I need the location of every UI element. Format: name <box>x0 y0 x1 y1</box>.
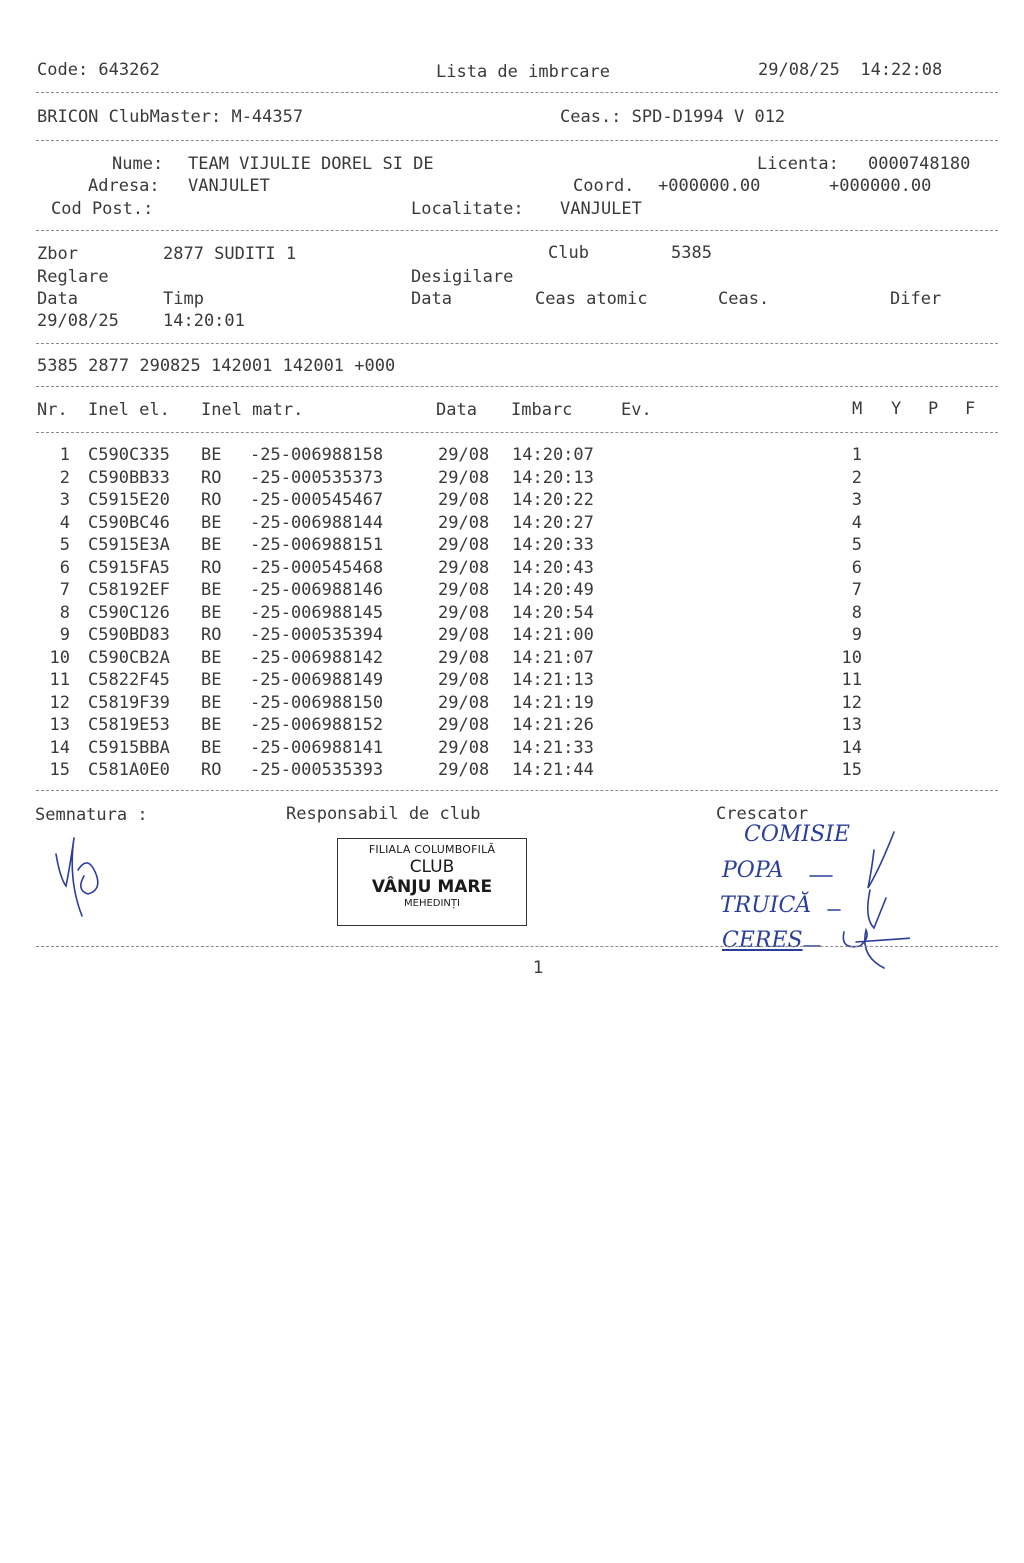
cell-m: 6 <box>851 557 862 578</box>
cell-inel-matr: -25-000545467 <box>250 490 384 510</box>
cell-inel-matr: -25-006988158 <box>250 445 384 465</box>
cell-m: 14 <box>841 737 862 758</box>
cell-nr: 8 <box>59 602 70 623</box>
licence-label: Licenta: <box>757 154 839 174</box>
cell-m: 9 <box>851 625 862 645</box>
club-value: 5385 <box>671 243 712 263</box>
cell-date: 29/08 <box>438 602 490 623</box>
cell-country: BE <box>201 535 222 555</box>
cell-country: BE <box>201 580 222 600</box>
cell-inel-matr: -25-006988141 <box>250 737 384 758</box>
divider <box>36 946 998 947</box>
cell-inel-matr: -25-006988150 <box>250 692 384 713</box>
name-label: Nume: <box>112 154 164 174</box>
address-value: VANJULET <box>188 176 270 196</box>
cell-time: 14:20:07 <box>512 445 594 465</box>
cell-m: 4 <box>851 512 862 533</box>
stamp-line-4: MEHEDINȚI <box>404 898 460 909</box>
locality-label: Localitate: <box>411 199 524 219</box>
cell-time: 14:20:54 <box>512 602 594 623</box>
document-title: Lista de imbrcare <box>436 62 610 82</box>
cell-nr: 7 <box>59 580 70 600</box>
handwriting-comisie: COMISIE <box>744 822 850 847</box>
divider <box>36 92 998 93</box>
cell-inel-el: C5822F45 <box>88 670 170 690</box>
handwriting-truica: TRUICĂ <box>720 893 812 918</box>
cell-inel-matr: -25-006988151 <box>250 535 384 555</box>
licence-value: 0000748180 <box>868 154 971 174</box>
cell-nr: 12 <box>49 692 70 713</box>
zbor-value: 2877 SUDITI 1 <box>163 244 297 264</box>
col-header-data: Data <box>436 400 477 420</box>
postcode-label: Cod Post.: <box>51 199 154 219</box>
name-value: TEAM VIJULIE DOREL SI DE <box>188 154 434 174</box>
cell-inel-el: C590BB33 <box>88 467 170 488</box>
handwritten-initials <box>800 828 910 970</box>
col-header-imbarc: Imbarc <box>511 400 573 420</box>
cell-time: 14:20:49 <box>512 580 594 600</box>
cell-inel-el: C590BC46 <box>88 512 170 533</box>
coord-label: Coord. <box>573 176 635 196</box>
col-header-inel-matr: Inel matr. <box>201 400 304 420</box>
cell-date: 29/08 <box>438 580 490 600</box>
cell-inel-matr: -25-000535393 <box>250 760 384 780</box>
cell-time: 14:21:19 <box>512 692 594 713</box>
cell-inel-el: C5915E20 <box>88 490 170 510</box>
club-stamp <box>337 838 527 926</box>
cell-date: 29/08 <box>438 760 490 780</box>
cell-country: RO <box>201 625 222 645</box>
breeder-label: Crescator <box>716 804 809 824</box>
cell-m: 13 <box>841 715 862 735</box>
col-header-m: M <box>852 399 863 419</box>
cell-time: 14:20:33 <box>512 535 594 555</box>
divider <box>36 790 998 791</box>
cell-date: 29/08 <box>438 467 490 488</box>
cell-date: 29/08 <box>438 737 490 758</box>
cell-m: 3 <box>851 490 862 510</box>
cell-m: 7 <box>851 580 862 600</box>
cell-time: 14:20:13 <box>512 467 594 488</box>
cell-time: 14:20:27 <box>512 512 594 533</box>
col-header-ev: Ev. <box>621 400 652 420</box>
cell-m: 5 <box>851 535 862 555</box>
desigilare-label: Desigilare <box>411 267 514 287</box>
document-datetime: 29/08/25 14:22:08 <box>758 60 943 80</box>
cell-nr: 6 <box>59 557 70 578</box>
reglare-timp-label: Timp <box>163 289 204 309</box>
cell-inel-el: C58192EF <box>88 580 170 600</box>
cell-inel-matr: -25-006988152 <box>250 715 384 735</box>
cell-inel-el: C590C335 <box>88 445 170 465</box>
cell-time: 14:21:33 <box>512 737 594 758</box>
cell-country: BE <box>201 512 222 533</box>
cell-country: BE <box>201 715 222 735</box>
cell-nr: 4 <box>59 512 70 533</box>
cell-m: 10 <box>841 647 862 668</box>
cell-country: BE <box>201 737 222 758</box>
col-header-nr: Nr. <box>37 400 68 420</box>
cell-inel-el: C5819E53 <box>88 715 170 735</box>
cell-inel-el: C5819F39 <box>88 692 170 713</box>
col-header-inel-el: Inel el. <box>88 400 170 420</box>
stamp-line-2: CLUB <box>409 857 455 877</box>
reglare-label: Reglare <box>37 267 109 287</box>
cell-country: RO <box>201 490 222 510</box>
page-number: 1 <box>533 958 544 978</box>
cell-nr: 15 <box>49 760 70 780</box>
cell-m: 11 <box>841 670 862 690</box>
cell-inel-matr: -25-000535394 <box>250 625 384 645</box>
address-label: Adresa: <box>88 176 160 196</box>
divider <box>36 432 998 433</box>
locality-value: VANJULET <box>560 199 642 219</box>
coord-x: +000000.00 <box>658 176 761 196</box>
cell-date: 29/08 <box>438 715 490 735</box>
cell-inel-matr: -25-006988142 <box>250 647 384 668</box>
cell-nr: 5 <box>59 535 70 555</box>
cell-inel-matr: -25-000535373 <box>250 467 384 488</box>
cell-inel-el: C5915FA5 <box>88 557 170 578</box>
cell-nr: 3 <box>59 490 70 510</box>
divider <box>36 230 998 231</box>
cell-nr: 14 <box>49 737 70 758</box>
cell-nr: 11 <box>49 670 70 690</box>
cell-time: 14:21:07 <box>512 647 594 668</box>
reglare-data-label: Data <box>37 289 78 309</box>
cell-inel-matr: -25-006988146 <box>250 580 384 600</box>
cell-country: BE <box>201 602 222 623</box>
cell-inel-el: C590C126 <box>88 602 170 623</box>
cell-time: 14:20:43 <box>512 557 594 578</box>
cell-country: RO <box>201 557 222 578</box>
cell-country: BE <box>201 445 222 465</box>
col-header-y: Y <box>891 399 902 419</box>
difer-label: Difer <box>890 289 942 309</box>
cell-nr: 9 <box>59 625 70 645</box>
divider <box>36 140 998 141</box>
cell-inel-el: C590CB2A <box>88 647 170 668</box>
system-id: BRICON ClubMaster: M-44357 <box>37 107 304 127</box>
cell-time: 14:20:22 <box>512 490 594 510</box>
handwriting-popa: POPA <box>722 858 784 883</box>
col-header-f: F <box>965 399 976 419</box>
cell-m: 8 <box>851 602 862 623</box>
club-responsible-label: Responsabil de club <box>286 804 481 824</box>
flight-code-line: 5385 2877 290825 142001 142001 +000 <box>37 356 396 376</box>
cell-inel-matr: -25-006988145 <box>250 602 384 623</box>
clock-id: Ceas.: SPD-D1994 V 012 <box>560 107 786 127</box>
signature-scribble <box>44 830 114 922</box>
cell-time: 14:21:26 <box>512 715 594 735</box>
reglare-date: 29/08/25 <box>37 311 119 331</box>
cell-inel-el: C590BD83 <box>88 625 170 645</box>
cell-time: 14:21:00 <box>512 625 594 645</box>
cell-inel-matr: -25-000545468 <box>250 557 384 578</box>
cell-date: 29/08 <box>438 490 490 510</box>
cell-date: 29/08 <box>438 445 490 465</box>
cell-nr: 13 <box>49 715 70 735</box>
handwriting-ceres: CERES <box>722 928 803 953</box>
cell-date: 29/08 <box>438 692 490 713</box>
desigilare-data-label: Data <box>411 289 452 309</box>
cell-nr: 10 <box>49 647 70 668</box>
cell-time: 14:21:44 <box>512 760 594 780</box>
zbor-label: Zbor <box>37 244 78 264</box>
cell-date: 29/08 <box>438 670 490 690</box>
cell-nr: 2 <box>59 467 70 488</box>
document-code: Code: 643262 <box>37 60 160 80</box>
stamp-line-3: VÂNJU MARE <box>371 877 493 897</box>
divider <box>36 386 998 387</box>
cell-date: 29/08 <box>438 557 490 578</box>
cell-inel-el: C5915BBA <box>88 737 170 758</box>
cell-country: BE <box>201 692 222 713</box>
stamp-line-1: FILIALA COLUMBOFILĂ <box>368 843 496 856</box>
cell-date: 29/08 <box>438 647 490 668</box>
cell-m: 12 <box>841 692 862 713</box>
ceas-atomic-label: Ceas atomic <box>535 289 648 309</box>
cell-country: RO <box>201 760 222 780</box>
cell-inel-matr: -25-006988149 <box>250 670 384 690</box>
signature-label: Semnatura : <box>35 805 148 825</box>
cell-inel-el: C5915E3A <box>88 535 170 555</box>
cell-m: 2 <box>851 467 862 488</box>
cell-date: 29/08 <box>438 512 490 533</box>
cell-country: BE <box>201 647 222 668</box>
cell-inel-matr: -25-006988144 <box>250 512 384 533</box>
cell-inel-el: C581A0E0 <box>88 760 170 780</box>
cell-date: 29/08 <box>438 535 490 555</box>
cell-m: 1 <box>851 445 862 465</box>
club-label: Club <box>548 243 589 263</box>
cell-m: 15 <box>841 760 862 780</box>
cell-time: 14:21:13 <box>512 670 594 690</box>
divider <box>36 343 998 344</box>
cell-country: BE <box>201 670 222 690</box>
reglare-time: 14:20:01 <box>163 311 245 331</box>
cell-nr: 1 <box>59 445 70 465</box>
coord-y: +000000.00 <box>829 176 932 196</box>
col-header-p: P <box>928 399 939 419</box>
cell-date: 29/08 <box>438 625 490 645</box>
ceas-label: Ceas. <box>718 289 770 309</box>
cell-country: RO <box>201 467 222 488</box>
